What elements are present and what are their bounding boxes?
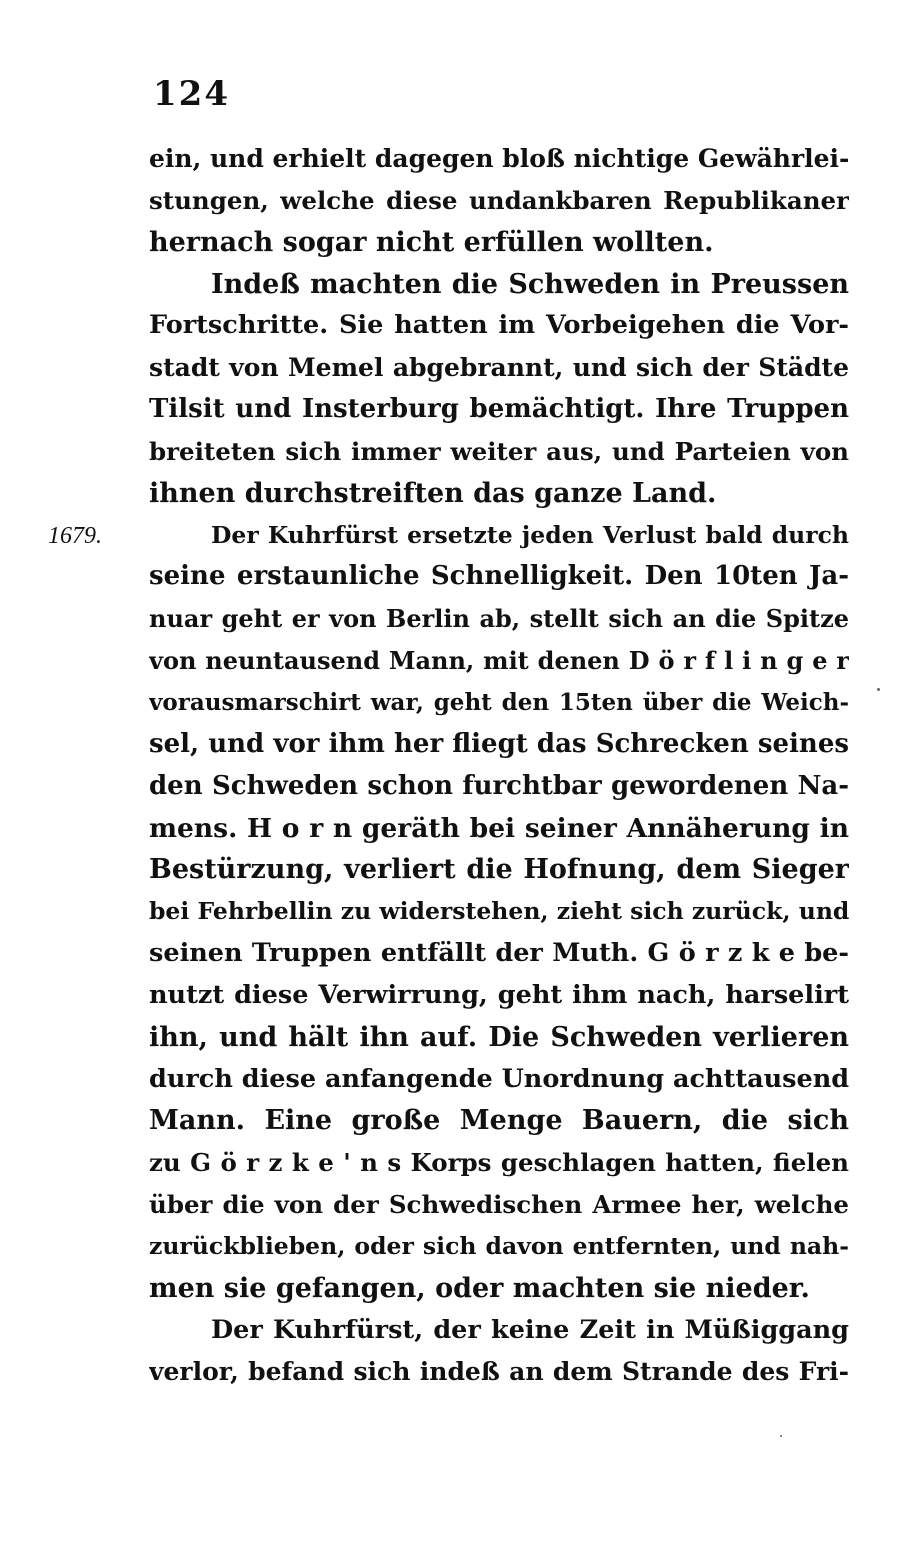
text-line: ein, und erhielt dagegen bloß nichtige Gewährlei- <box>149 144 849 173</box>
text-line: von neuntausend Mann, mit denen D ö r f l i n g e r <box>149 646 849 676</box>
text-line: Der Kuhrfürst, der keine Zeit in Müßiggang <box>211 1314 849 1345</box>
text-line: den Schweden schon furchtbar gewordenen Na- <box>149 770 849 801</box>
text-line: seinen Truppen entfällt der Muth. G ö r z k e be- <box>149 938 849 969</box>
text-line: vorausmarschirt war, geht den 15ten über die Weich- <box>149 688 849 716</box>
paper-speck <box>877 688 880 691</box>
text-line: nutzt diese Verwirrung, geht ihm nach, harselirt <box>149 979 849 1010</box>
text-line: ihnen durchstreiften das ganze Land. <box>149 477 717 509</box>
text-line: Bestürzung, verliert die Hofnung, dem Sieger <box>149 854 849 886</box>
text-line: stungen, welche diese undankbaren Republikaner <box>149 185 849 215</box>
text-line: zu G ö r z k e ' n s Korps geschlagen hatten, fielen <box>149 1148 849 1178</box>
paper-speck <box>780 1435 782 1437</box>
text-line: durch diese anfangende Unordnung achttausend <box>149 1063 849 1094</box>
text-line: über die von der Schwedischen Armee her, welche <box>149 1190 849 1220</box>
text-line: mens. H o r n geräth bei seiner Annäherung in <box>149 812 849 844</box>
text-line: men sie gefangen, oder machten sie nieder. <box>149 1272 810 1304</box>
text-line: zurückblieben, oder sich davon entfernten, und nah- <box>149 1231 849 1260</box>
page-number: 124 <box>153 74 230 114</box>
body-text <box>149 138 849 1393</box>
text-line: Fortschritte. Sie hatten im Vorbeigehen die Vor- <box>149 310 849 341</box>
text-line: breiteten sich immer weiter aus, und Parteien von <box>149 436 849 466</box>
text-line: verlor, befand sich indeß an dem Strande des Fri- <box>149 1357 849 1387</box>
text-line: Mann. Eine große Menge Bauern, die sich <box>149 1105 849 1137</box>
text-line: stadt von Memel abgebrannt, und sich der Städte <box>149 353 849 383</box>
margin-year-note: 1679. <box>48 523 102 549</box>
text-line: Indeß machten die Schweden in Preussen <box>211 268 849 300</box>
text-line: seine erstaunliche Schnelligkeit. Den 10ten Ja- <box>149 561 849 592</box>
text-line: sel, und vor ihm her fliegt das Schrecken seines <box>149 728 849 759</box>
text-line: Tilsit und Insterburg bemächtigt. Ihre Truppen <box>149 394 849 425</box>
text-line: Der Kuhrfürst ersetzte jeden Verlust bald durch <box>211 520 849 549</box>
text-line: hernach sogar nicht erfüllen wollten. <box>149 226 714 258</box>
text-line: bei Fehrbellin zu widerstehen, zieht sich zurück, und <box>149 897 849 926</box>
text-line: nuar geht er von Berlin ab, stellt sich an die Spitze <box>149 604 849 634</box>
text-line: ihn, und hält ihn auf. Die Schweden verlieren <box>149 1021 849 1053</box>
